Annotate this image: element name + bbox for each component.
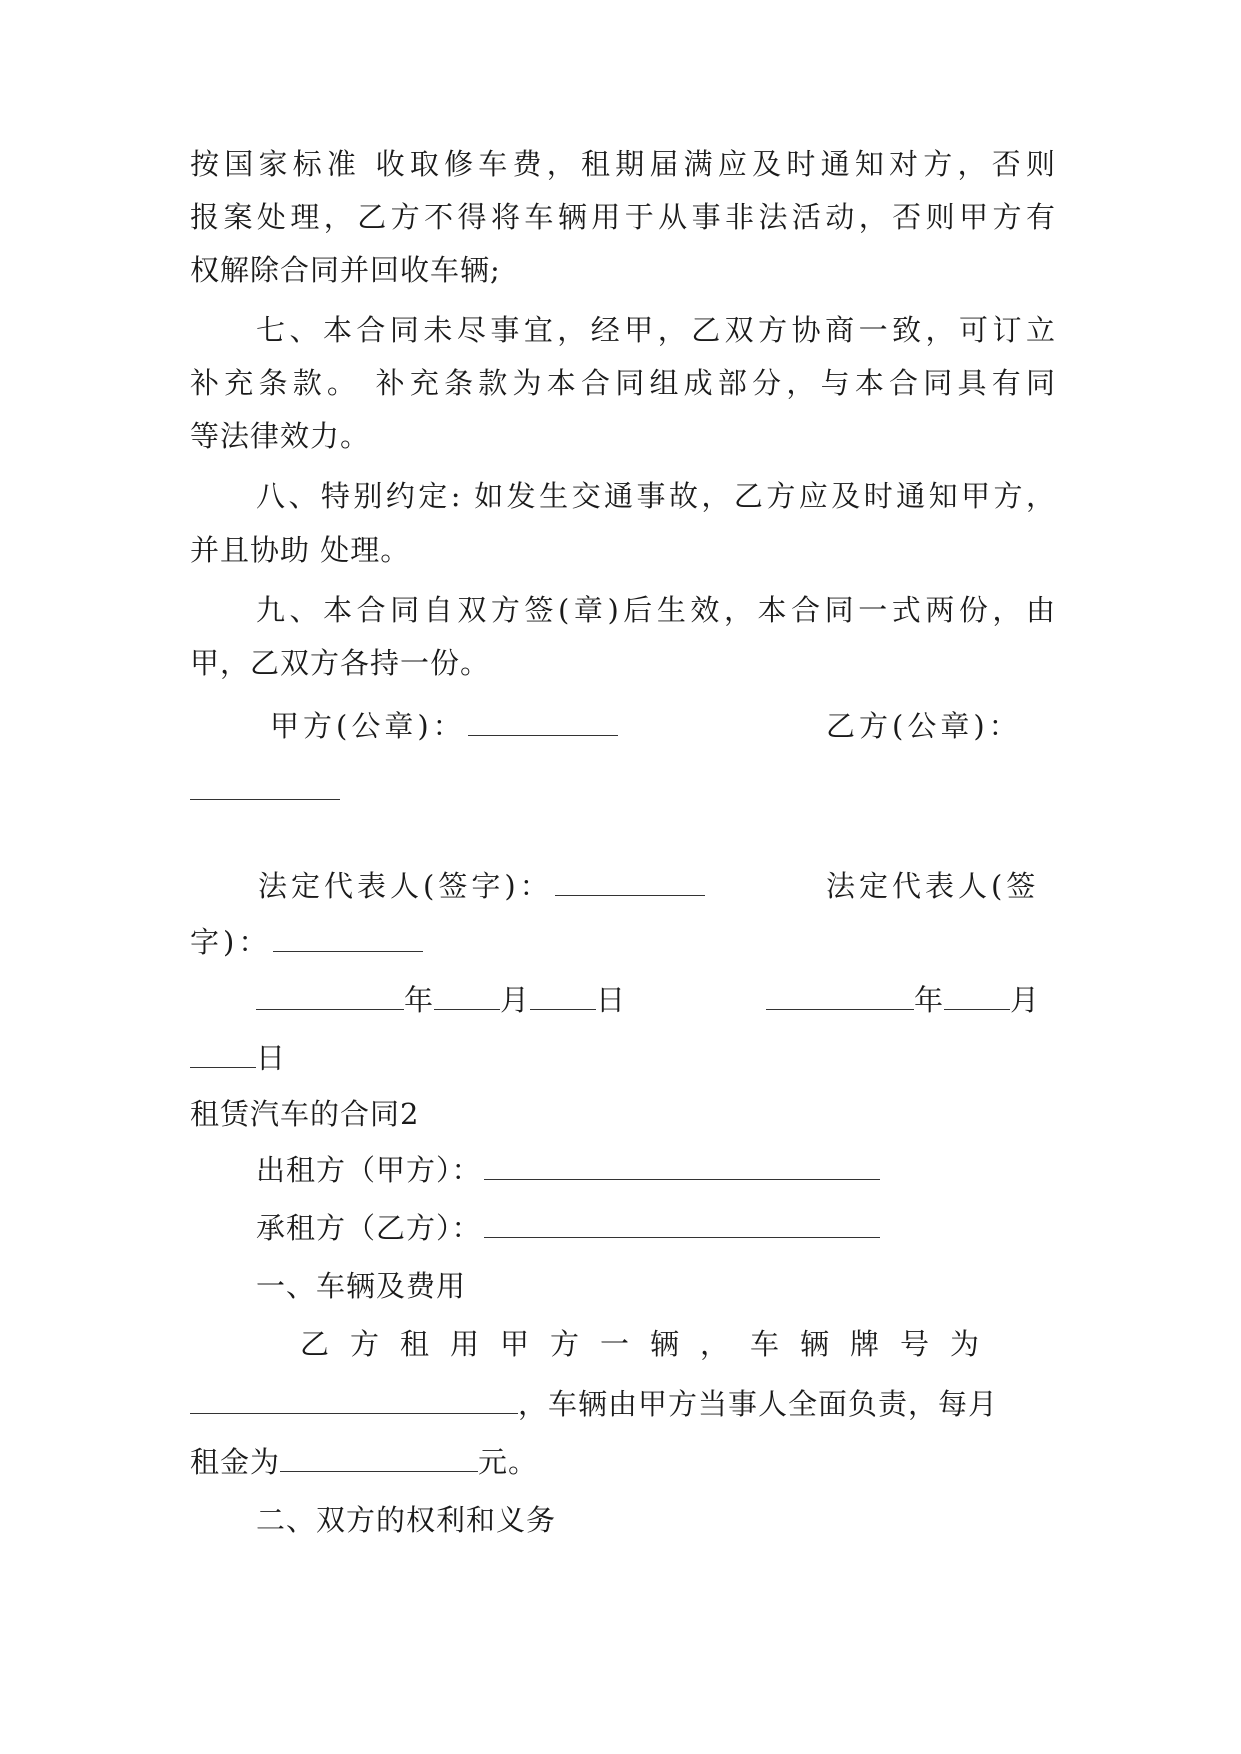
rent-label: 租金为 — [190, 1445, 281, 1479]
lessor-label: 出租方（甲方）： — [256, 1153, 482, 1187]
day-label: 日 — [256, 1041, 287, 1075]
vehicle-resp-text: ，车辆由甲方当事人全面负责，每月 — [518, 1387, 999, 1421]
rep-a-label: 法定代表人(签字)： — [258, 869, 553, 903]
party-a-seal-blank[interactable] — [468, 707, 618, 736]
rep-a-line — [258, 866, 707, 906]
clause-eight: 八、特别约定: 如发生交通事故，乙方应及时通知甲方， — [256, 479, 1056, 513]
party-a-seal-label: 甲方(公章)： — [270, 709, 466, 743]
rep-b-cont-label: 字)： — [190, 925, 272, 959]
month-label: 月 — [1010, 983, 1041, 1017]
contract-2-title: 租赁汽车的合同2 — [190, 1097, 420, 1131]
lessee-blank[interactable] — [484, 1209, 880, 1238]
clause-seven: 七、本合同未尽事宜，经甲，乙双方协商一致，可订立 — [256, 313, 1056, 347]
month-label: 月 — [500, 983, 531, 1017]
date-b-month-blank[interactable] — [944, 981, 1010, 1010]
lessor-line — [256, 1150, 882, 1190]
plate-number-blank[interactable] — [190, 1385, 518, 1414]
rent-line — [190, 1442, 538, 1482]
rep-b-label: 法定代表人(签 — [826, 869, 1040, 903]
text-line: 按国家标准 收取修车费，租期届满应及时通知对方，否则 — [190, 147, 1056, 181]
rent-unit: 元。 — [478, 1445, 539, 1479]
rep-b-blank[interactable] — [273, 923, 423, 952]
text-line: 甲，乙双方各持一份。 — [190, 646, 491, 680]
date-a-month-blank[interactable] — [434, 981, 500, 1010]
lessee-label: 承租方（乙方）： — [256, 1211, 482, 1245]
text-line: 权解除合同并回收车辆; — [190, 253, 501, 287]
party-b-seal-label: 乙方(公章)： — [826, 709, 1022, 743]
rep-b-cont-line — [190, 922, 425, 962]
date-a-year-blank[interactable] — [256, 981, 404, 1010]
vehicle-plate-line: 乙方租用甲方一辆，车辆牌号为 — [300, 1327, 1001, 1361]
section-heading: 一、车辆及费用 — [256, 1269, 467, 1303]
day-label: 日 — [596, 983, 627, 1017]
rent-amount-blank[interactable] — [280, 1443, 478, 1472]
section-heading: 二、双方的权利和义务 — [256, 1503, 557, 1537]
party-a-seal-line — [270, 706, 620, 746]
party-b-seal-line — [190, 770, 340, 810]
date-b-line — [766, 980, 1040, 1020]
party-b-seal-blank[interactable] — [190, 771, 340, 800]
clause-nine: 九、本合同自双方签(章)后生效，本合同一式两份，由 — [256, 593, 1056, 627]
date-a-line — [256, 980, 626, 1020]
year-label: 年 — [404, 983, 435, 1017]
lessee-line — [256, 1208, 882, 1248]
vehicle-resp-line — [190, 1384, 998, 1424]
date-b-day-line — [190, 1038, 286, 1078]
text-line: 补充条款。 补充条款为本合同组成部分，与本合同具有同 — [190, 366, 1056, 400]
date-b-day-blank[interactable] — [190, 1039, 256, 1068]
year-label: 年 — [914, 983, 945, 1017]
date-a-day-blank[interactable] — [530, 981, 596, 1010]
date-b-year-blank[interactable] — [766, 981, 914, 1010]
lessor-blank[interactable] — [484, 1151, 880, 1180]
text-line: 等法律效力。 — [190, 419, 371, 453]
text-line: 并且协助 处理。 — [190, 533, 411, 567]
rep-a-blank[interactable] — [555, 867, 705, 896]
text-line: 报案处理，乙方不得将车辆用于从事非法活动，否则甲方有 — [190, 200, 1056, 234]
